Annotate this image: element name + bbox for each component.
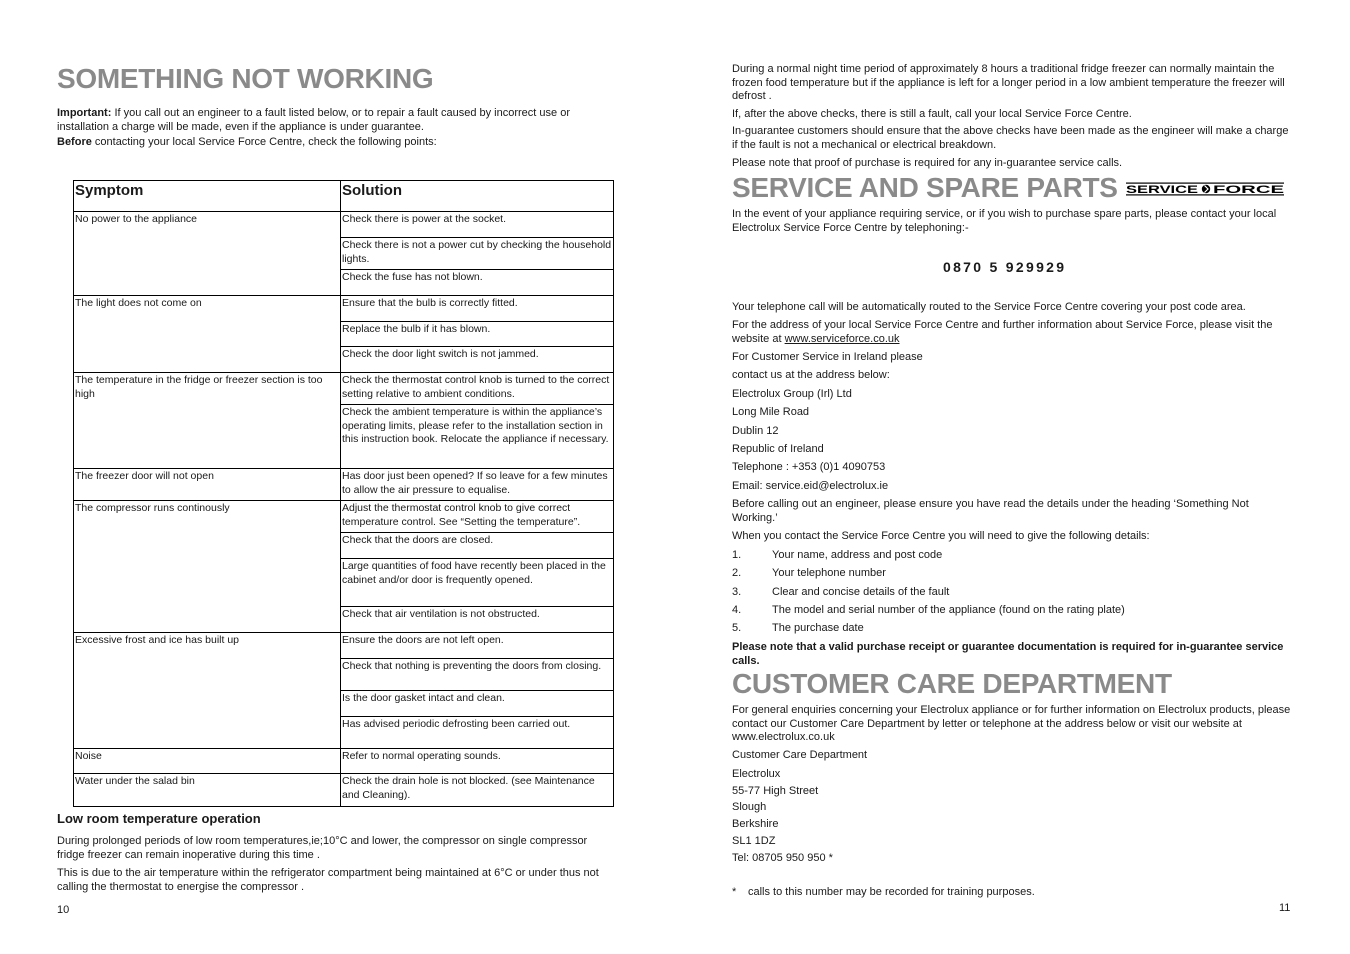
page-number-right: 11 xyxy=(1279,902,1291,914)
table-cell-symptom: The freezer door will not open xyxy=(74,469,341,501)
page-number-left: 10 xyxy=(57,904,70,916)
table-cell-solution: Check that nothing is preventing the doors from closing. xyxy=(341,659,614,691)
table-cell-solution: Ensure the doors are not left open. xyxy=(341,633,614,659)
intro-paragraph-4: Please note that proof of purchase is required for any in-guarantee service calls. xyxy=(732,157,1123,169)
svg-text:FORCE: FORCE xyxy=(1213,184,1284,196)
before-label: Before xyxy=(57,136,92,148)
table-cell-symptom: Water under the salad bin xyxy=(74,774,341,807)
table-cell-solution: Check there is not a power cut by checking the household lights. xyxy=(341,238,614,270)
troubleshooting-table xyxy=(73,180,614,807)
address-line: SL1 1DZ xyxy=(732,835,776,847)
list-item-number: 5. xyxy=(732,622,742,634)
ireland-line: Electrolux Group (Irl) Ltd xyxy=(732,388,852,400)
details-intro: When you contact the Service Force Centre you will need to give the following details: xyxy=(732,530,1150,542)
list-item-text: The purchase date xyxy=(772,622,864,634)
table-cell-symptom: The compressor runs continously xyxy=(74,501,341,633)
before-text: contacting your local Service Force Centre, check the following points: xyxy=(91,136,437,148)
table-cell-solution: Has advised periodic defrosting been carried out. xyxy=(341,717,614,749)
service-paragraph-3-text: For the address of your local Service Force Centre and further information about Service Force, please visit the website at xyxy=(732,319,1273,345)
list-item-text: Clear and concise details of the fault xyxy=(772,586,950,598)
ireland-line: For Customer Service in Ireland please xyxy=(732,351,923,363)
list-item-number: 1. xyxy=(732,549,742,561)
table-cell-symptom: The light does not come on xyxy=(74,296,341,373)
footnote-text: calls to this number may be recorded for training purposes. xyxy=(748,886,1035,898)
low-temp-paragraph-2: This is due to the air temperature within the refrigerator compartment being maintained at 6°C or under thus not calling the thermostat to energise the compressor . xyxy=(57,867,599,893)
before-calling-paragraph: Before calling out an engineer, please ensure you have read the details under the heading ‘Something Not Working.’ xyxy=(732,498,1249,524)
service-phone-number: 0870 5 929929 xyxy=(943,259,1067,275)
table-cell-symptom: The temperature in the fridge or freezer section is too high xyxy=(74,373,341,469)
table-cell-symptom: Noise xyxy=(74,749,341,774)
table-cell-solution: Check the thermostat control knob is turned to the correct setting relative to ambient conditions. xyxy=(341,373,614,405)
page-title-something-not-working: SOMETHING NOT WORKING xyxy=(57,63,434,94)
important-label: Important: xyxy=(57,107,112,119)
table-header-solution: Solution xyxy=(341,181,614,212)
list-item-number: 3. xyxy=(732,586,742,598)
address-line: Electrolux xyxy=(732,768,781,780)
low-temp-heading: Low room temperature operation xyxy=(57,811,261,826)
table-cell-solution: Check the door light switch is not jammed. xyxy=(341,347,614,373)
ireland-line: Long Mile Road xyxy=(732,406,810,418)
ireland-line: contact us at the address below: xyxy=(732,369,890,381)
table-cell-solution: Refer to normal operating sounds. xyxy=(341,749,614,774)
address-line: Slough xyxy=(732,801,767,813)
table-cell-solution: Large quantities of food have recently been placed in the cabinet and/or door is frequently opened. xyxy=(341,559,614,607)
important-paragraph xyxy=(57,107,617,134)
table-cell-solution: Replace the bulb if it has blown. xyxy=(341,322,614,347)
list-item-text: The model and serial number of the appliance (found on the rating plate) xyxy=(772,604,1125,616)
important-text: If you call out an engineer to a fault listed below, or to repair a fault caused by incorrect use or installation a charge will be made, even if the appliance is under guarantee. xyxy=(57,107,570,133)
intro-paragraph-2: If, after the above checks, there is still a fault, call your local Service Force Centre. xyxy=(732,108,1132,120)
table-header-symptom: Symptom xyxy=(74,181,341,212)
service-and-spare-parts-title: SERVICE AND SPARE PARTS xyxy=(732,172,1118,203)
table-cell-solution: Adjust the thermostat control knob to give correct temperature control. See “Setting the temperature”. xyxy=(341,501,614,533)
serviceforce-website-link[interactable]: www.serviceforce.co.uk xyxy=(784,332,900,345)
customer-care-paragraph: For general enquiries concerning your Electrolux appliance or for further information on Electrolux products, please contact our Customer Care Department by letter or telephone at the address below or visit our website at www.electrolux.co.uk xyxy=(732,704,1291,743)
footnote-mark: * xyxy=(732,886,737,898)
table-cell-symptom: Excessive frost and ice has built up xyxy=(74,633,341,749)
ireland-line: Dublin 12 xyxy=(732,425,779,437)
table-cell-solution: Is the door gasket intact and clean. xyxy=(341,691,614,717)
serviceforce-logo xyxy=(1126,182,1284,196)
ireland-line: Email: service.eid@electrolux.ie xyxy=(732,480,889,492)
address-line: 55-77 High Street xyxy=(732,785,819,797)
intro-paragraph-1: During a normal night time period of approximately 8 hours a traditional fridge freezer can normally maintain the frozen food temperature but if the appliance is left for a longer period in a low ambient temperature the freezer will defrost . xyxy=(732,63,1285,102)
receipt-note: Please note that a valid purchase receipt or guarantee documentation is required for in-guarantee service calls. xyxy=(732,641,1284,667)
customer-care-title: CUSTOMER CARE DEPARTMENT xyxy=(732,668,1172,699)
table-cell-solution: Check that air ventilation is not obstructed. xyxy=(341,607,614,633)
table-cell-symptom: No power to the appliance xyxy=(74,212,341,296)
list-item-number: 2. xyxy=(732,567,742,579)
intro-paragraph-3: In-guarantee customers should ensure that the above checks have been made as the engineer will make a charge if the fault is not a mechanical or electrical breakdown. xyxy=(732,125,1289,151)
service-paragraph-2: Your telephone call will be automatically routed to the Service Force Centre covering your post code area. xyxy=(732,301,1246,313)
low-temp-paragraph-1: During prolonged periods of low room temperatures,ie;10°C and lower, the compressor on single compressor fridge freezer can remain inoperative during this time . xyxy=(57,835,588,861)
list-item-text: Your name, address and post code xyxy=(772,549,943,561)
list-item-text: Your telephone number xyxy=(772,567,886,579)
table-cell-solution: Check the fuse has not blown. xyxy=(341,270,614,296)
table-cell-solution: Ensure that the bulb is correctly fitted. xyxy=(341,296,614,322)
ireland-line: Republic of Ireland xyxy=(732,443,824,455)
table-cell-solution: Has door just been opened? If so leave for a few minutes to allow the air pressure to equalise. xyxy=(341,469,614,501)
table-cell-solution: Check the drain hole is not blocked. (see Maintenance and Cleaning). xyxy=(341,774,614,807)
table-cell-solution: Check the ambient temperature is within the appliance’s operating limits, please refer to the installation section in this instruction book. Relocate the appliance if necessary. xyxy=(341,405,614,469)
table-cell-solution: Check that the doors are closed. xyxy=(341,533,614,559)
service-paragraph-1: In the event of your appliance requiring service, or if you wish to purchase spare parts, please contact your local Electrolux Service Force Centre by telephoning:- xyxy=(732,208,1277,234)
list-item-number: 4. xyxy=(732,604,742,616)
address-line: Berkshire xyxy=(732,818,779,830)
service-paragraph-3 xyxy=(732,319,1297,346)
table-cell-solution: Check there is power at the socket. xyxy=(341,212,614,238)
address-line: Tel: 08705 950 950 * xyxy=(732,852,833,864)
troubleshooting-table-wrapper xyxy=(73,180,614,807)
ireland-line: Telephone : +353 (0)1 4090753 xyxy=(732,461,886,473)
customer-care-department: Customer Care Department xyxy=(732,749,868,761)
before-paragraph xyxy=(57,136,617,150)
svg-text:SERVICE: SERVICE xyxy=(1126,184,1198,196)
